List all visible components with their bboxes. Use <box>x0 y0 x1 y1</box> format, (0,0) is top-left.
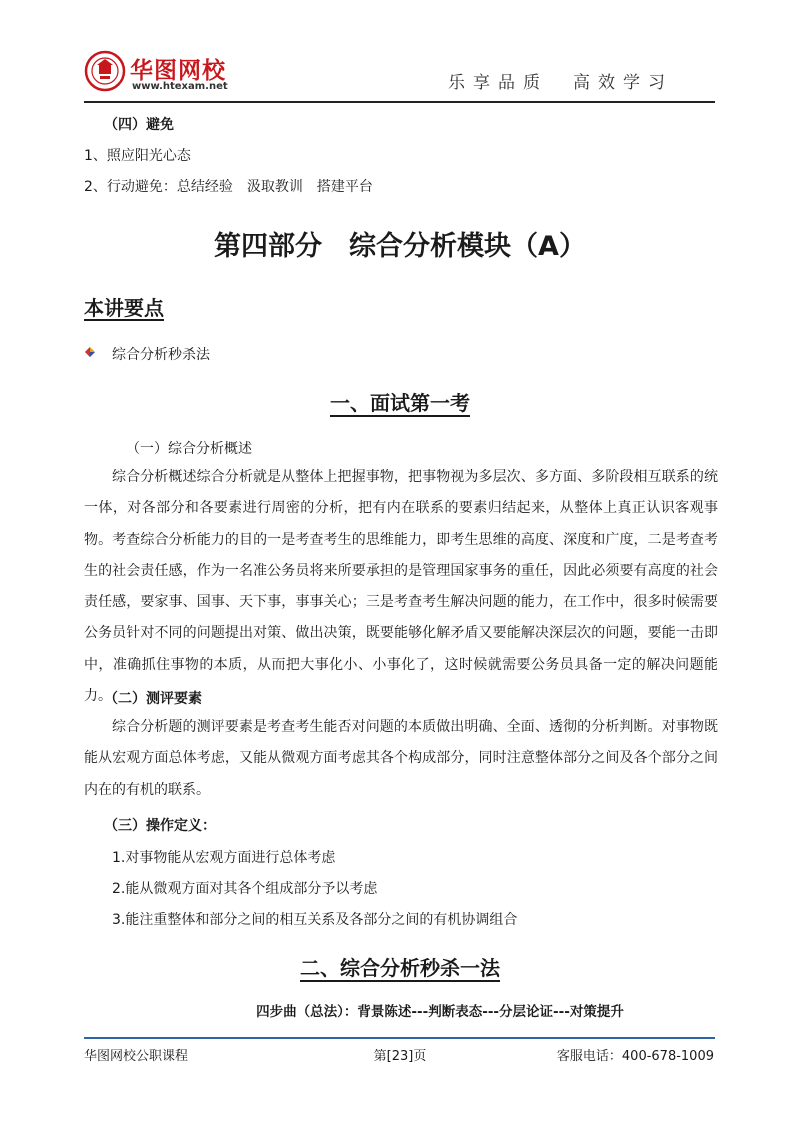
header-slogan: 乐享品质 高效学习 <box>448 73 673 93</box>
bullet-icon <box>84 346 96 358</box>
intro-item-2: 2、行动避免：总结经验 汲取教训 搭建平台 <box>84 179 373 195</box>
definition-item-1: 1.对事物能从宏观方面进行总体考虑 <box>112 850 336 866</box>
brand-url: www.htexam.net <box>132 81 228 92</box>
section1-sub1: （一）综合分析概述 <box>126 441 252 457</box>
page-number: 第[23]页 <box>373 1049 427 1064</box>
footer-divider <box>84 1037 715 1039</box>
header-divider <box>84 101 715 103</box>
key-points-title: 本讲要点 <box>84 296 164 320</box>
part-title: 第四部分 综合分析模块（A） <box>214 231 586 262</box>
definition-item-3: 3.能注重整体和部分之间的相互关系及各部分之间的有机协调组合 <box>112 912 518 928</box>
logo <box>84 48 274 100</box>
section2-title: 二、综合分析秒杀一法 <box>300 956 500 980</box>
footer-course: 华图网校公职课程 <box>84 1049 189 1064</box>
definition-item-2: 2.能从微观方面对其各个组成部分予以考虑 <box>112 881 378 897</box>
section1-title: 一、面试第一考 <box>330 391 470 415</box>
intro-item-1: 1、照应阳光心态 <box>84 148 191 164</box>
section1-para2: 综合分析题的测评要素是考查考生能否对问题的本质做出明确、全面、透彻的分析判断。对事物既能从宏观方面总体考虑，又能从微观方面考虑其各个构成部分，同时注意整体部分之间及各个部分之间内在的有机的联系。 <box>84 719 718 798</box>
key-points-bullet: 综合分析秒杀法 <box>112 347 210 363</box>
footer-hotline: 客服电话：400-678-1009 <box>556 1049 714 1064</box>
brand-name: 华图网校 <box>130 58 226 84</box>
intro-heading: （四）避免 <box>104 117 174 133</box>
school-seal-icon <box>84 50 126 92</box>
section2-steps: 四步曲（总法）：背景陈述---判断表态---分层论证---对策提升 <box>256 1004 624 1020</box>
section1-para1: 综合分析概述综合分析就是从整体上把握事物，把事物视为多层次、多方面、多阶段相互联系的统一体，对各部分和各要素进行周密的分析，把有内在联系的要素归结起来，从整体上真正认识客观事物。考查综合分析能力的目的一是考查考生的思维能力，即考生思维的高度、深度和广度，二是考查考生的社会责任感，作为一名准公务员将来所要承担的是管理国家事务的重任，因此必须要有高度的社会责任感，要家事、国事、天下事，事事关心；三是考查考生解决问题的能力，在工作中，很多时候需要公务员针对不同的问题提出对策、做出决策，既要能够化解矛盾又要能解决深层次的问题，要能一击即中，准确抓住事物的本质，从而把大事化小、小事化了，这时候就需要公务员具备一定的解决问题能力。 <box>84 469 718 705</box>
section1-sub3: （三）操作定义： <box>104 818 216 834</box>
section1-sub2: （二）测评要素 <box>104 691 202 707</box>
